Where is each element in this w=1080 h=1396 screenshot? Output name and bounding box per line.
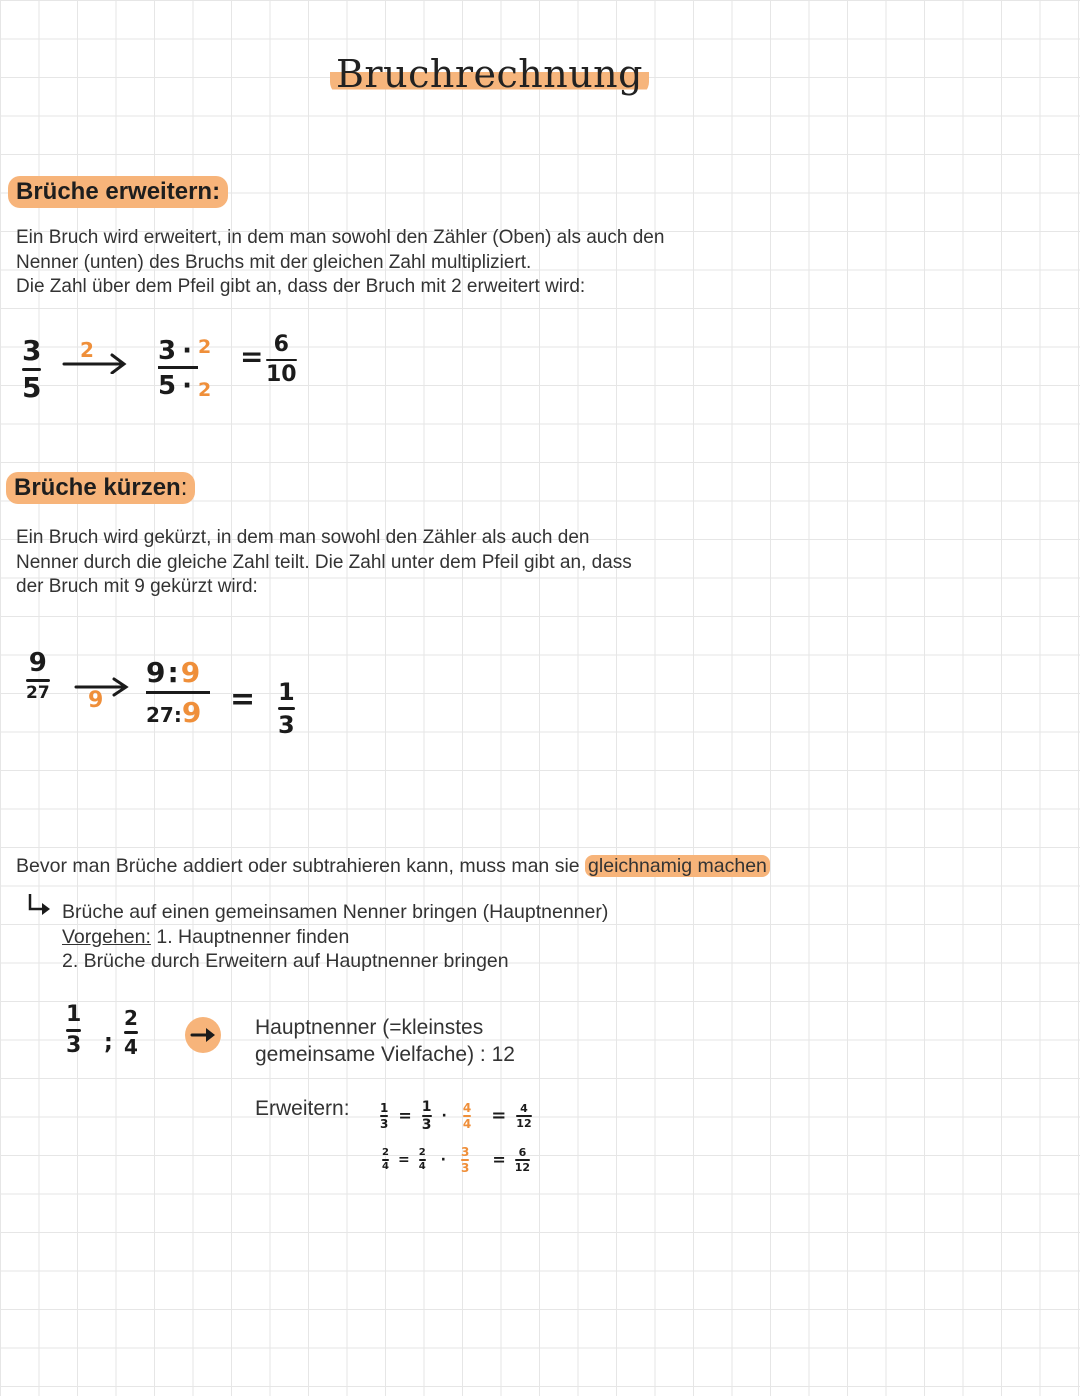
- numerator: 2: [382, 1147, 389, 1158]
- fraction-1-3: [422, 1100, 432, 1132]
- kuerzen-description: [16, 526, 776, 600]
- erweitern-line-2: Nenner (unten) des Bruchs mit der gleichen Zahl multipliziert.: [16, 251, 532, 273]
- denominator: 12: [514, 1160, 531, 1174]
- kuerzen-line-1: Ein Bruch wird gekürzt, in dem man sowohl den Zähler als auch den: [16, 527, 590, 548]
- right-arrow-icon: [62, 352, 128, 374]
- step-denominator: 5: [158, 371, 177, 401]
- numerator: 3: [461, 1145, 470, 1159]
- fraction-bar: [146, 691, 210, 694]
- fraction-2-4: [382, 1148, 389, 1172]
- denominator: 4: [382, 1160, 389, 1172]
- fraction-denominator: 5: [22, 371, 42, 404]
- denominator: 3: [380, 1116, 389, 1131]
- hauptnenner-text: [255, 1014, 515, 1068]
- fraction-numerator: 3: [22, 334, 42, 367]
- section-heading-erweitern: Brüche erweitern:: [8, 176, 228, 208]
- page-title: Bruchrechnung: [330, 52, 649, 96]
- bullet-text: Brüche auf einen gemeinsamen Nenner bringen (Hauptnenner): [62, 901, 609, 923]
- fraction-bar: [266, 359, 297, 361]
- multiply-dot: ·: [182, 371, 192, 401]
- fraction-1-3: [278, 678, 295, 737]
- kuerzen-line-2: Nenner durch die gleiche Zahl teilt. Die Zahl unter dem Pfeil gibt an, dass: [16, 551, 632, 573]
- numerator: 4: [520, 1102, 528, 1115]
- divide-sign: :: [167, 656, 179, 689]
- step-numerator: 9: [146, 656, 166, 689]
- step-numerator: 3: [158, 336, 177, 366]
- erweitern-step: [158, 336, 211, 401]
- erweitern-row-1: [380, 1100, 532, 1132]
- fraction-9-27: [26, 648, 50, 702]
- result-numerator: 6: [273, 332, 289, 357]
- arrow-circle-icon: [184, 1016, 222, 1054]
- erweitern-factor: 2: [80, 338, 94, 362]
- fraction-numerator: 1: [66, 1002, 82, 1027]
- kuerzen-step: [146, 656, 210, 729]
- equals-sign: =: [398, 1106, 412, 1126]
- fraction-1-3: [66, 1002, 81, 1057]
- fraction-bar: [158, 366, 198, 369]
- fraction-6-12: [515, 1147, 530, 1173]
- gleichnamig-intro: [16, 854, 1066, 879]
- fraction-bar: [26, 679, 50, 682]
- numerator: 1: [380, 1101, 389, 1115]
- denominator: 3: [461, 1160, 470, 1175]
- equals-sign: =: [491, 1105, 507, 1127]
- step-divisor-top: 9: [180, 656, 201, 689]
- procedure-step-1: 1. Hauptnenner finden: [156, 925, 350, 948]
- fraction-bar: [278, 707, 295, 710]
- fraction-6-10: [266, 332, 297, 386]
- highlight-gleichnamig: gleichnamig machen: [585, 855, 770, 877]
- erweitern-line-1: Ein Bruch wird erweitert, in dem man sowohl den Zähler (Oben) als auch den: [16, 227, 665, 248]
- erweitern-description: [16, 226, 776, 300]
- procedure-step-2: 2. Brüche durch Erweitern auf Hauptnenner bringen: [62, 950, 509, 972]
- result-denominator: 3: [278, 711, 295, 739]
- section-heading-kuerzen: [6, 472, 195, 504]
- kuerzen-heading-text: Brüche kürzen: [14, 474, 181, 501]
- fraction-denominator: 4: [124, 1035, 138, 1059]
- denominator: 4: [418, 1160, 426, 1172]
- fraction-numerator: 9: [28, 648, 47, 678]
- gleichnamig-steps: [62, 900, 762, 974]
- procedure-line: [62, 925, 762, 950]
- numerator: 4: [462, 1101, 472, 1115]
- fraction-denominator: 27: [26, 683, 50, 703]
- equals-sign: =: [492, 1150, 506, 1170]
- fraction-denominator: 3: [66, 1033, 82, 1058]
- erweitern-row-2: [382, 1146, 530, 1174]
- fraction-1-3: [380, 1102, 388, 1130]
- fraction-2-4: [419, 1148, 426, 1172]
- fraction-3-5: [22, 334, 41, 402]
- fraction-2-4: [124, 1006, 138, 1057]
- step-factor-top: 2: [197, 336, 212, 358]
- numerator: 1: [421, 1099, 432, 1115]
- divide-sign: :: [173, 703, 182, 727]
- equals-sign: =: [240, 340, 264, 373]
- fraction-3-3: [461, 1146, 469, 1174]
- erweitern-label: Erweitern:: [255, 1097, 350, 1120]
- multiply-dot: ·: [182, 336, 192, 366]
- denominator: 12: [516, 1116, 532, 1130]
- hauptnenner-line-2: gemeinsame Vielfache) : 12: [255, 1043, 515, 1066]
- fraction-numerator: 2: [124, 1006, 138, 1030]
- equals-sign: =: [230, 682, 256, 717]
- intro-text: Bevor man Brüche addiert oder subtrahieren kann, muss man sie: [16, 855, 580, 877]
- denominator: 4: [462, 1116, 472, 1131]
- step-divisor-bottom: 9: [181, 696, 202, 729]
- fraction-bar: [66, 1029, 81, 1032]
- kuerzen-divisor: 9: [88, 688, 104, 713]
- numerator: 2: [418, 1147, 426, 1158]
- kuerzen-heading-colon: :: [180, 474, 188, 501]
- step-denominator: 27: [146, 703, 174, 727]
- procedure-label: Vorgehen:: [62, 925, 151, 948]
- fraction-separator: ;: [104, 1030, 113, 1055]
- kuerzen-line-3: der Bruch mit 9 gekürzt wird:: [16, 576, 258, 597]
- result-denominator: 10: [266, 362, 297, 387]
- multiply-dot: ·: [440, 1151, 446, 1168]
- fraction-4-12: [516, 1103, 531, 1129]
- fraction-4-4: [463, 1102, 471, 1130]
- result-numerator: 1: [278, 678, 295, 706]
- step-factor-bottom: 2: [197, 379, 212, 401]
- multiply-dot: ·: [441, 1107, 447, 1124]
- numerator: 6: [518, 1146, 527, 1159]
- erweitern-line-3: Die Zahl über dem Pfeil gibt an, dass der Bruch mit 2 erweitert wird:: [16, 276, 586, 297]
- denominator: 3: [421, 1116, 432, 1133]
- fraction-bar: [124, 1031, 138, 1034]
- equals-sign: =: [397, 1151, 410, 1168]
- hauptnenner-line-1: Hauptnenner (=kleinstes: [255, 1016, 484, 1039]
- hooked-arrow-icon: [26, 892, 52, 916]
